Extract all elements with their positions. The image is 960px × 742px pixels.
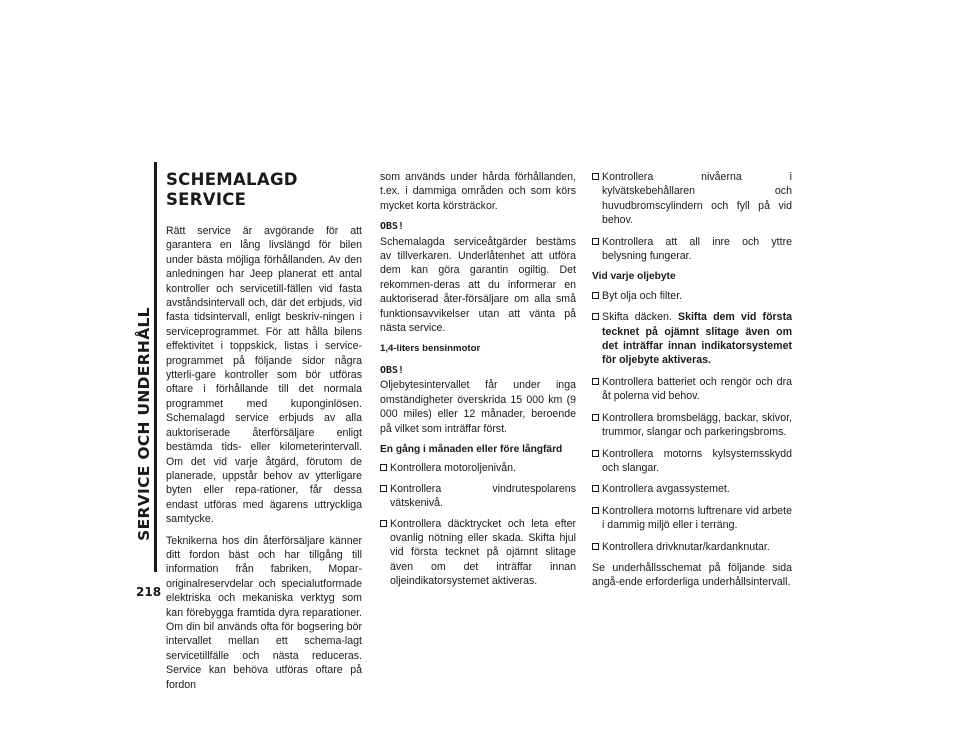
column-3	[592, 170, 792, 597]
list-item	[592, 411, 792, 440]
oil-change-checklist	[592, 289, 792, 554]
list-item	[592, 170, 792, 228]
checkbox-square-icon	[592, 507, 599, 514]
list-item-text: Kontrollera motorns luftrenare vid arbete i dammig miljö eller i terräng.	[602, 504, 792, 532]
chapter-tab-rule	[154, 162, 157, 572]
page-number: 218	[136, 585, 162, 599]
checkbox-square-icon	[592, 543, 599, 550]
checkbox-square-icon	[592, 450, 599, 457]
list-item-text: Kontrollera vindrutespolarens vätskenivå.	[390, 482, 576, 510]
list-item-text: Kontrollera drivknutar/kardanknutar.	[602, 540, 770, 553]
list-item	[592, 310, 792, 368]
notice-heading: OBS!	[380, 221, 405, 233]
column-2	[380, 170, 576, 595]
notice-body: Schemalagda serviceåtgärder bestäms av tillverkaren. Underlåtenhet att utföra dem kan göra garantin ogiltig. Det rekommen-deras att du informerar en auktoriserad åter-försäljare om alla små funktionsavvikelser utan att vänta på nästa service.	[380, 235, 576, 335]
checkbox-square-icon	[592, 485, 599, 492]
section-title: SCHEMALAGD SERVICE	[166, 170, 298, 209]
checkbox-square-icon	[380, 464, 387, 471]
monthly-checklist-continued	[592, 170, 792, 263]
list-item-text: Kontrollera batteriet och rengör och dra åt polerna vid behov.	[602, 375, 792, 403]
list-item-text: Kontrollera däcktrycket och leta efter ovanlig nötning eller skada. Skifta hjul vid första tecknet på ojämnt slitage även om det inträffar innan oljeindikatorsystemet aktiveras.	[390, 517, 576, 588]
engine-heading: 1,4-liters bensinmotor	[380, 343, 481, 355]
list-item	[592, 504, 792, 533]
list-item-text: Skifta däcken.	[602, 311, 679, 324]
list-item	[592, 482, 792, 496]
notice-heading: OBS!	[380, 364, 405, 376]
column-1	[166, 170, 362, 699]
list-item-text: Kontrollera nivåerna i kylvätskebehållaren och huvudbromscylindern och fyll på vid behov.	[602, 171, 792, 227]
list-item	[592, 289, 792, 303]
checkbox-square-icon	[592, 173, 599, 180]
checkbox-square-icon	[592, 378, 599, 385]
list-item-text: Kontrollera avgassystemet.	[602, 483, 730, 496]
list-item-text: Kontrollera motoroljenivån.	[390, 462, 517, 475]
checkbox-square-icon	[592, 292, 599, 299]
list-item-text: Kontrollera motorns kylsystemsskydd och slangar.	[602, 447, 792, 474]
list-item	[592, 540, 792, 554]
list-item-text: Kontrollera att all inre och yttre belysning fungerar.	[602, 235, 792, 263]
monthly-heading: En gång i månaden eller före långfärd	[380, 443, 563, 455]
checkbox-square-icon	[592, 414, 599, 421]
list-item	[592, 235, 792, 264]
paragraph-intro: Rätt service är avgörande för att garantera en lång livslängd för bilen under bästa möjliga förhållanden. Av den anledningen har Jeep planerat ett antal kontroller och servicetill-fällen vid fasta avståndsintervall och, där det erbjuds, vid fasta tidsintervall, enligt beskriv-ningen i serviceprogrammet. För att hålla bilens effektivitet i toppskick, listas i service-programmet på följande sidor några ytterli-gare kontroller som bör utföras oftare i förhållande till det normala programmet med kuponginlösen. Schemalagd service erbjuds av alla auktoriserade återförsäljare enligt bestämda tids- eller kilometerintervall. Om det vid varje åtgärd, förutom de planerade, uppstår behov av ytterligare byten eller repa-rationer, får dessa endast utföras med ägarens uttryckliga samtycke.	[166, 225, 362, 526]
checkbox-square-icon	[380, 520, 387, 527]
list-item	[592, 447, 792, 476]
list-item-emphasis: Skifta dem vid första tecknet på ojämnt slitage även om det inträffar innan indikatorsystemet för oljebyte aktiveras.	[602, 311, 792, 367]
checkbox-square-icon	[592, 313, 599, 320]
list-item-text: Kontrollera bromsbelägg, backar, skivor, trummor, slangar och parkeringsbroms.	[602, 411, 792, 439]
list-item	[380, 517, 576, 589]
notice-body: Oljebytesintervallet får under inga omständigheter överskrida 15 000 km (9 000 miles) eller 12 månader, beroende på vilket som inträffar först.	[380, 379, 576, 435]
checkbox-square-icon	[380, 485, 387, 492]
paragraph-continued: som används under hårda förhållanden, t.ex. i dammiga områden och som körs mycket korta körsträckor.	[380, 171, 576, 212]
list-item	[380, 482, 576, 511]
oil-change-heading: Vid varje oljebyte	[592, 271, 676, 283]
list-item	[380, 461, 576, 475]
footer-note: Se underhållsschemat på följande sida angå-ende erforderliga underhållsintervall.	[592, 561, 792, 589]
monthly-checklist	[380, 461, 576, 588]
paragraph-technicians: Teknikerna hos din återförsäljare känner ditt fordon bäst och har tillgång till information från fabriken, Mopar-originalreservdelar och specialutformade elektriska och mekaniska verktyg som kan förebygga framtida dyra reparationer. Om din bil används ofta för bogsering bör intervallet mellan ett schema-lagt servicetillfälle och nästa reduceras. Service kan behöva utföras oftare på fordon	[166, 534, 362, 691]
chapter-title: SERVICE OCH UNDERHÅLL	[135, 307, 153, 541]
list-item-text: Byt olja och filter.	[602, 289, 683, 302]
chapter-side-tab	[132, 162, 158, 572]
checkbox-square-icon	[592, 238, 599, 245]
list-item	[592, 375, 792, 404]
